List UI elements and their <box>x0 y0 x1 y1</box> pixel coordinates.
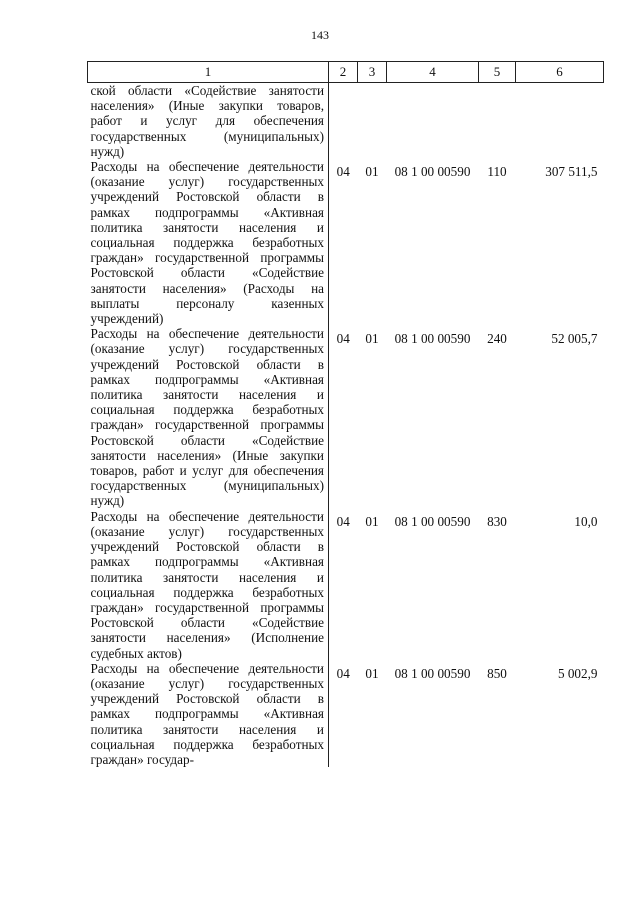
table-header-row <box>88 62 604 83</box>
row-amount: 52 005,7 <box>551 331 598 347</box>
header-col-3: 3 <box>358 62 387 83</box>
table-row <box>88 326 604 508</box>
row-section <box>329 83 358 160</box>
row-subsection: 01 <box>365 513 379 529</box>
row-expense-type: 850 <box>487 665 507 681</box>
row-section: 04 <box>336 331 350 347</box>
row-expense-type <box>479 83 516 160</box>
row-subsection: 01 <box>365 331 379 347</box>
row-amount: 307 511,5 <box>545 164 598 180</box>
row-section: 04 <box>336 513 350 529</box>
row-subsection: 01 <box>365 665 379 681</box>
row-description: Расходы на обеспечение деятельности (оказание услуг) государственных учреждений Ростовской области в рамках подпрограммы «Активная политика занятости населения и социальная поддержка безработных граждан» государ- <box>88 661 329 767</box>
row-description: ской области «Содействие занятости населения» (Иные закупки товаров, работ и услуг для обеспечения государственных (муниципальных) нужд) <box>88 83 329 160</box>
row-description: Расходы на обеспечение деятельности (оказание услуг) государственных учреждений Ростовской области в рамках подпрограммы «Активная политика занятости населения и социальная поддержка безработных граждан» государственной программы Ростовской области «Содействие занятости населения» (Иные закупки товаров, работ и услуг для обеспечения государственных (муниципальных) нужд) <box>88 326 329 508</box>
row-expense-type: 830 <box>487 513 507 529</box>
table-row <box>88 159 604 326</box>
header-col-2: 2 <box>329 62 358 83</box>
row-description: Расходы на обеспечение деятельности (оказание услуг) государственных учреждений Ростовской области в рамках подпрограммы «Активная политика занятости населения и социальная поддержка безработных граждан» государственной программы Ростовской области «Содействие занятости населения» (Расходы на выплаты персоналу казенных учреждений) <box>88 159 329 326</box>
row-section: 04 <box>336 164 350 180</box>
header-col-4: 4 <box>387 62 479 83</box>
table-row <box>88 509 604 661</box>
row-description: Расходы на обеспечение деятельности (оказание услуг) государственных учреждений Ростовской области в рамках подпрограммы «Активная политика занятости населения и социальная поддержка безработных граждан» государственной программы Ростовской области «Содействие занятости населения» (Исполнение судебных актов) <box>88 509 329 661</box>
header-col-1: 1 <box>88 62 329 83</box>
row-target-article: 08 1 00 00590 <box>394 665 471 681</box>
row-expense-type: 110 <box>487 164 507 180</box>
header-col-6: 6 <box>516 62 604 83</box>
row-expense-type: 240 <box>487 331 507 347</box>
row-target-article: 08 1 00 00590 <box>394 513 471 529</box>
row-subsection: 01 <box>365 164 379 180</box>
page-number: 143 <box>311 28 329 42</box>
row-target-article: 08 1 00 00590 <box>394 331 471 347</box>
row-section: 04 <box>336 665 350 681</box>
table-row <box>88 83 604 160</box>
row-target-article: 08 1 00 00590 <box>394 164 471 180</box>
row-target-article <box>387 83 479 160</box>
row-subsection <box>358 83 387 160</box>
table-row <box>88 661 604 767</box>
header-col-5: 5 <box>479 62 516 83</box>
row-amount: 5 002,9 <box>557 665 598 681</box>
budget-table <box>87 61 604 767</box>
row-amount <box>516 83 604 160</box>
row-amount: 10,0 <box>574 513 598 529</box>
